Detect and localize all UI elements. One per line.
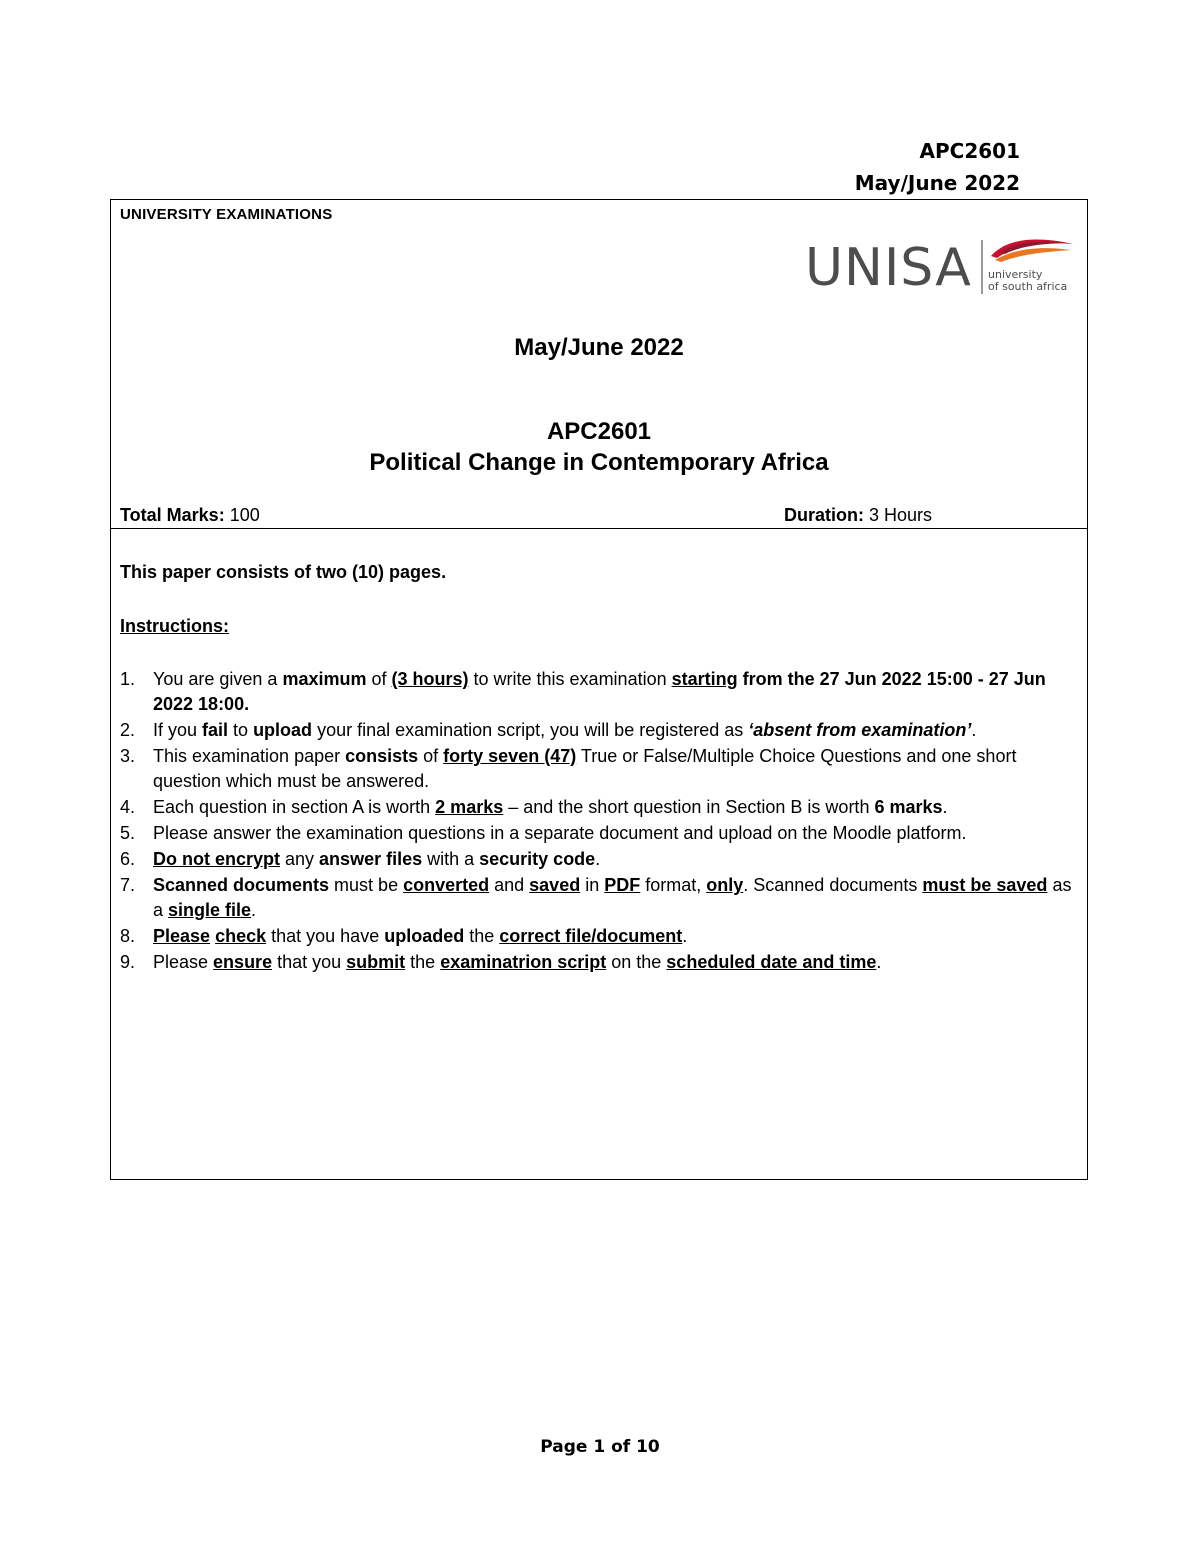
instruction-item: 4. Each question in section A is worth 2 marks – and the short question in Section B is worth 6 marks.	[120, 795, 1081, 820]
logo-subtitle-line2: of south africa	[988, 280, 1068, 293]
instruction-item: 6. Do not encrypt any answer files with a security code.	[120, 847, 1081, 872]
swoosh-icon	[987, 236, 1075, 262]
header-course-code: APC2601	[919, 139, 1020, 163]
instruction-item: 7. Scanned documents must be converted and saved in PDF format, only. Scanned documents must be saved as a single file.	[120, 875, 1072, 920]
item-number: 2.	[120, 720, 136, 740]
university-examinations-label: UNIVERSITY EXAMINATIONS	[120, 206, 333, 223]
instructions-list	[120, 667, 1081, 975]
instructions-box	[110, 528, 1088, 1180]
total-marks-value: 100	[224, 505, 260, 525]
page-count-statement: This paper consists of two (10) pages.	[120, 562, 447, 582]
instruction-item: 5. Please answer the examination questions in a separate document and upload on the Moodle platform.	[120, 821, 1081, 846]
item-number: 1.	[120, 669, 136, 689]
total-marks-label: Total Marks:	[120, 505, 225, 525]
instruction-item: 9. Please ensure that you submit the examinatrion script on the scheduled date and time.	[120, 950, 1081, 975]
instruction-item: 3. This examination paper consists of forty seven (47) True or False/Multiple Choice Questions and one short question which must be answered.	[120, 746, 1017, 791]
item-number: 8.	[120, 926, 136, 946]
logo-separator	[981, 240, 983, 294]
exam-session: May/June 2022	[514, 334, 684, 361]
item-number: 4.	[120, 797, 136, 817]
page-number: Page 1 of 10	[540, 1437, 660, 1457]
instruction-item: 8. Please check that you have uploaded the correct file/document.	[120, 924, 1081, 949]
instruction-item: 1. You are given a maximum of (3 hours) to write this examination starting from the 27 Jun 2022 15:00 - 27 Jun 2022 18:00.	[120, 669, 1046, 714]
item-number: 6.	[120, 849, 136, 869]
item-number: 7.	[120, 875, 136, 895]
item-number: 5.	[120, 823, 136, 843]
logo-wordmark: UNISA	[805, 238, 972, 298]
header-session-date: May/June 2022	[854, 171, 1020, 195]
item-number: 3.	[120, 746, 136, 766]
instruction-item: 2. If you fail to upload your final examination script, you will be registered as ‘absent from examination’.	[120, 718, 1081, 743]
duration	[784, 505, 932, 526]
course-name: Political Change in Contemporary Africa	[369, 449, 829, 476]
duration-label: Duration:	[784, 505, 864, 525]
unisa-logo	[805, 236, 1075, 298]
duration-value: 3 Hours	[864, 505, 933, 525]
total-marks	[120, 505, 260, 526]
title-box	[110, 199, 1088, 529]
instructions-heading: Instructions:	[120, 616, 230, 636]
course-code: APC2601	[546, 418, 652, 445]
item-number: 9.	[120, 952, 136, 972]
logo-subtitle-line1: university	[988, 268, 1043, 281]
logo-subtitle	[988, 269, 1067, 293]
